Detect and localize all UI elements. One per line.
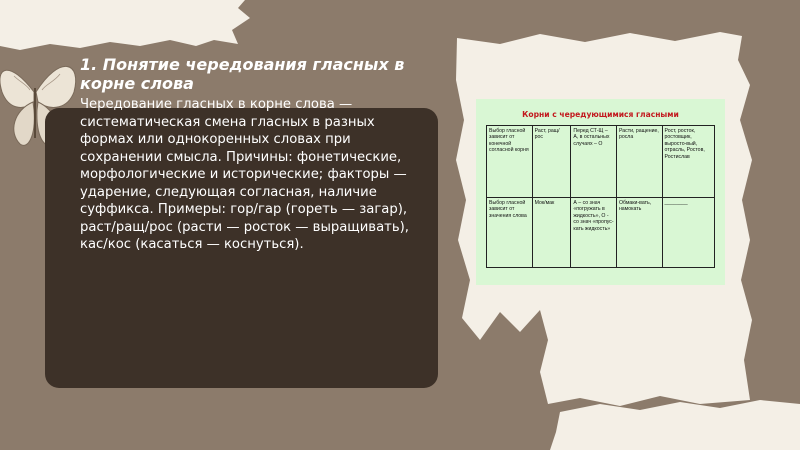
table-cell: Выбор гласной зависит от значения слова: [487, 198, 533, 268]
roots-table: [486, 125, 715, 268]
table-cell: Перед СТ-Щ – А, в остальных случаях – О: [571, 126, 617, 198]
table-cell: Мок/мак: [532, 198, 571, 268]
table-cell: Раст, ращ/ рос: [532, 126, 571, 198]
slide-body-text: Чередование гласных в корне слова — систематическая смена гласных в разных формах или однокоренных словах при сохранении смысла. Причины: фонетические, морфологические и исторические; факторы — ударение, следующая согласная, наличие суффикса. Примеры: гор/гар (гореть — загар), раст/ращ/рос (расти — росток — выращивать), кас/кос (касаться — коснуться).: [80, 97, 409, 252]
table-cell: Обмаки-вать, намокать: [616, 198, 662, 268]
roots-table-title: Корни с чередующимися гласными: [522, 110, 679, 119]
table-cell: А – со знач «погружать в жидкость», О - со знач «пропус-кать жидкость»: [571, 198, 617, 268]
table-cell: Расти, ращение, росла: [616, 126, 662, 198]
slide-title: 1. Понятие чередования гласных в корне слова: [80, 55, 405, 93]
table-row: [487, 126, 715, 198]
table-cell: Рост, росток, ростовщик, выросто-вый, отрасль, Ростов, Ростислав: [662, 126, 714, 198]
table-cell: Выбор гласной зависит от конечной согласной корня: [487, 126, 533, 198]
table-row: [487, 198, 715, 268]
roots-table-image: [476, 99, 725, 285]
table-cell: ________: [662, 198, 714, 268]
